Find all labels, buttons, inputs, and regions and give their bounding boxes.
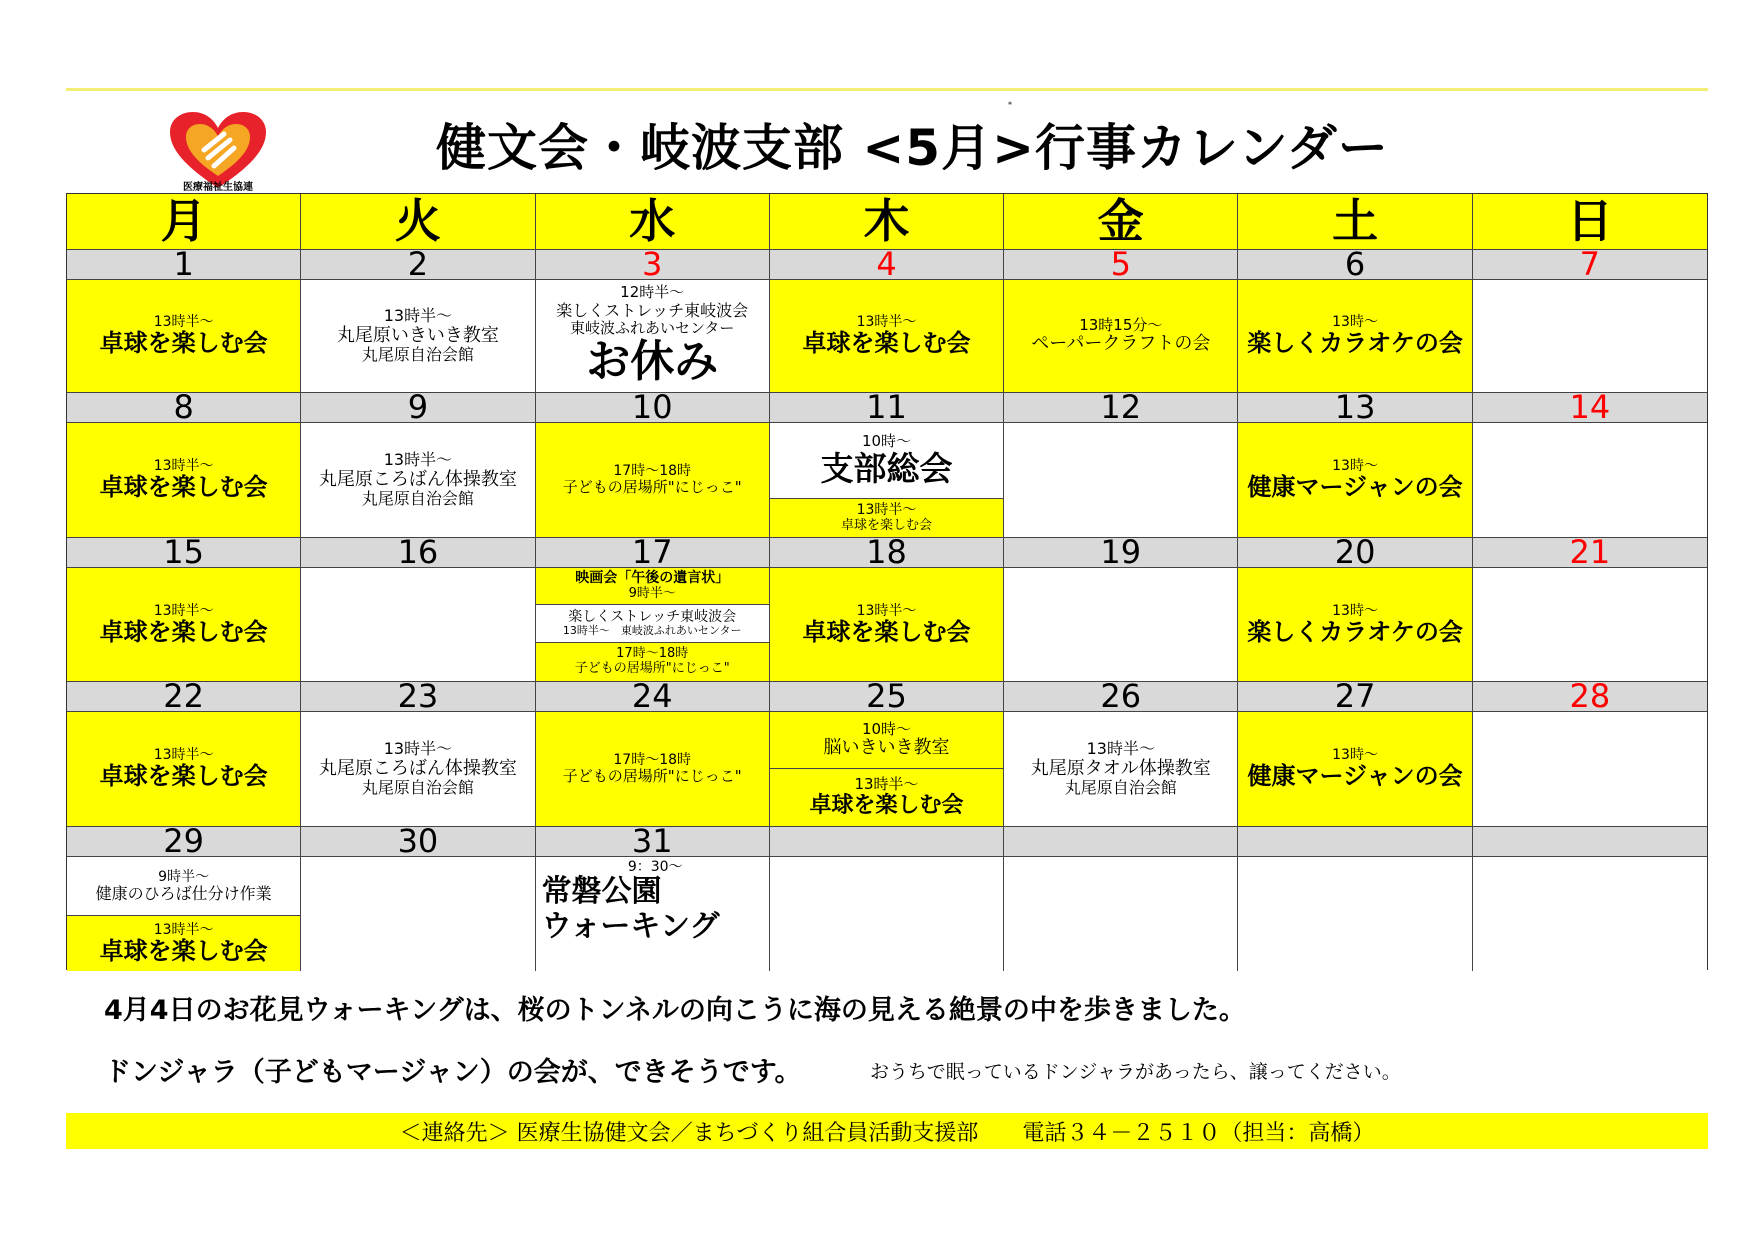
event-time: 13時～ — [1332, 747, 1378, 764]
event-time: 13時半～ — [153, 747, 214, 764]
event-block — [536, 604, 769, 642]
event-time: 10時～ — [861, 720, 912, 739]
event-time: 13時半～ — [856, 502, 917, 519]
event-block — [770, 768, 1003, 826]
day-number-holiday: 5 — [1004, 250, 1238, 280]
event-name: 卓球を楽しむ会 — [99, 617, 268, 646]
logo-caption: 医療福祉生協連 — [183, 182, 253, 193]
event-block — [770, 498, 1003, 537]
event-name: 脳いきいき教室 — [823, 737, 950, 759]
event-cell-empty — [301, 568, 535, 682]
event-time: 9時半～ — [158, 868, 210, 885]
day-number: 9 — [301, 393, 535, 423]
day-number: 8 — [67, 393, 301, 423]
day-number — [770, 827, 1004, 857]
message-note: おうちで眠っているドンジャラがあったら、譲ってください。 — [870, 1061, 1401, 1083]
day-number: 15 — [67, 538, 301, 568]
event-cell — [301, 280, 535, 393]
event-place: 東岐波ふれあいセンター — [570, 318, 735, 337]
event-cell — [770, 280, 1004, 393]
event-cell-empty — [1473, 568, 1707, 682]
event-time: 13時半～ — [383, 306, 453, 326]
event-name: ウォーキング — [541, 908, 720, 944]
event-time: 13時～ — [1332, 602, 1378, 619]
day-number: 23 — [301, 682, 535, 712]
day-number: 22 — [67, 682, 301, 712]
event-cell — [67, 280, 301, 393]
weekday-header: 日 — [1473, 194, 1707, 250]
event-block — [67, 857, 300, 915]
event-cell — [536, 280, 770, 393]
day-number: 18 — [770, 538, 1004, 568]
event-name: 映画会「午後の遺言状」 — [575, 570, 730, 587]
day-number — [1473, 827, 1707, 857]
event-time: 13時半～ — [1086, 739, 1155, 759]
event-name: 楽しくカラオケの会 — [1247, 329, 1463, 358]
event-time: 17時～18時 — [613, 463, 692, 480]
event-cell-empty — [1238, 857, 1472, 971]
day-number: 29 — [67, 827, 301, 857]
calendar-grid — [66, 193, 1708, 970]
day-number: 2 — [301, 250, 535, 280]
event-name: 楽しくカラオケの会 — [1247, 617, 1463, 646]
event-cell-empty — [1473, 423, 1707, 538]
event-name: 丸尾原タオル体操教室 — [1030, 757, 1211, 779]
event-name: 健康マージャンの会 — [1247, 762, 1463, 791]
event-cell-empty — [1473, 280, 1707, 393]
event-name: 子どもの居場所"にじっこ" — [562, 767, 742, 786]
event-time: 13時半～ — [856, 314, 917, 331]
event-block — [536, 568, 769, 604]
event-name: 卓球を楽しむ会 — [802, 329, 971, 358]
event-cell — [770, 568, 1004, 682]
event-time: 13時半～ 東岐波ふれあいセンター — [562, 624, 742, 638]
event-cell-empty — [1473, 857, 1707, 971]
event-time: 13時半～ — [854, 775, 919, 794]
tiny-mark: ⁎ — [1008, 98, 1012, 107]
event-name: 卓球を楽しむ会 — [99, 762, 268, 791]
event-name: 卓球を楽しむ会 — [802, 617, 971, 646]
event-cell-split — [770, 712, 1004, 827]
day-number: 12 — [1004, 393, 1238, 423]
event-time: 13時半～ — [153, 602, 214, 619]
event-name: 常磐公園 — [541, 874, 662, 910]
day-number: 30 — [301, 827, 535, 857]
event-cell — [1238, 712, 1472, 827]
event-time: 13時～ — [1332, 458, 1378, 475]
event-name: 子どもの居場所"にじっこ" — [574, 661, 730, 676]
day-number-holiday: 7 — [1473, 250, 1707, 280]
event-name: 健康のひろば仕分け作業 — [95, 883, 272, 903]
event-time: 9：30～ — [627, 859, 683, 875]
weekday-header: 月 — [67, 194, 301, 250]
event-name: 楽しくストレッチ東岐波会 — [568, 609, 737, 626]
event-cell — [67, 712, 301, 827]
day-number — [1004, 827, 1238, 857]
weekday-header: 金 — [1004, 194, 1238, 250]
event-name: 丸尾原ころばん体操教室 — [318, 757, 517, 779]
event-cell — [67, 423, 301, 538]
weekday-header: 水 — [536, 194, 770, 250]
event-name: 卓球を楽しむ会 — [99, 329, 268, 358]
event-time: 10時～ — [861, 431, 912, 450]
event-cell — [301, 712, 535, 827]
event-block — [536, 642, 769, 681]
event-block — [770, 712, 1003, 768]
event-cell — [536, 712, 770, 827]
event-name: 卓球を楽しむ会 — [99, 473, 268, 502]
weekday-header: 土 — [1238, 194, 1472, 250]
event-time: 13時半～ — [383, 739, 453, 759]
event-name: 支部総会 — [820, 449, 953, 489]
event-cell-empty — [1473, 712, 1707, 827]
event-cell-empty — [301, 857, 535, 971]
event-time: 13時半～ — [153, 458, 214, 475]
event-cell-empty — [1004, 857, 1238, 971]
day-number: 31 — [536, 827, 770, 857]
event-cell — [301, 423, 535, 538]
event-cell — [1238, 280, 1472, 393]
event-place: 丸尾原自治会館 — [361, 778, 474, 798]
message-line: ドンジャラ（子どもマージャン）の会が、できそうです。 — [104, 1057, 802, 1088]
day-number: 10 — [536, 393, 770, 423]
day-number: 1 — [67, 250, 301, 280]
event-name: 卓球を楽しむ会 — [809, 793, 964, 819]
event-name: 卓球を楽しむ会 — [99, 936, 268, 965]
event-cell — [1238, 568, 1472, 682]
event-cell — [67, 568, 301, 682]
event-time: 13時半～ — [153, 314, 214, 331]
day-number-holiday: 14 — [1473, 393, 1707, 423]
day-number: 26 — [1004, 682, 1238, 712]
event-name: 子どもの居場所"にじっこ" — [562, 478, 742, 497]
event-block — [770, 423, 1003, 498]
event-cell — [1004, 712, 1238, 827]
day-number-holiday: 28 — [1473, 682, 1707, 712]
cancelled-notice: お休み — [586, 336, 719, 388]
message-line: 4月4日のお花見ウォーキングは、桜のトンネルの向こうに海の見える絶景の中を歩きました。 — [104, 995, 1246, 1026]
weekday-header: 木 — [770, 194, 1004, 250]
event-cell-empty — [1004, 423, 1238, 538]
event-time: 13時～ — [1332, 314, 1378, 331]
event-cell — [536, 857, 770, 971]
event-time: 13時半～ — [153, 921, 214, 938]
day-number: 24 — [536, 682, 770, 712]
event-name: 丸尾原ころばん体操教室 — [318, 468, 517, 490]
event-cell-split — [536, 568, 770, 682]
day-number: 17 — [536, 538, 770, 568]
event-place: 丸尾原自治会館 — [361, 345, 474, 365]
event-name: 楽しくストレッチ東岐波会 — [556, 300, 749, 320]
day-number — [1238, 827, 1472, 857]
event-name: 健康マージャンの会 — [1247, 473, 1463, 502]
event-cell-empty — [770, 857, 1004, 971]
top-rule — [66, 88, 1708, 91]
event-cell — [1238, 423, 1472, 538]
event-time: 13時半～ — [383, 450, 453, 470]
event-time: 17時～18時 — [616, 646, 689, 662]
event-block — [67, 915, 300, 971]
day-number: 27 — [1238, 682, 1472, 712]
event-name: ペーパークラフトの会 — [1031, 333, 1211, 355]
page-title: 健文会・岐波支部 <5月>行事カレンダー — [436, 119, 1389, 177]
event-cell-empty — [1004, 568, 1238, 682]
event-cell — [1004, 280, 1238, 393]
event-time: 13時半～ — [856, 602, 917, 619]
day-number: 16 — [301, 538, 535, 568]
day-number: 6 — [1238, 250, 1472, 280]
day-number-holiday: 4 — [770, 250, 1004, 280]
event-time: 12時半～ — [620, 283, 685, 302]
contact-footer: ＜連絡先＞ 医療生協健文会／まちづくり組合員活動支援部 電話３４－２５１０（担当：高橋） — [66, 1113, 1708, 1149]
event-cell-split — [67, 857, 301, 971]
day-number: 11 — [770, 393, 1004, 423]
event-cell — [536, 423, 770, 538]
day-number-holiday: 21 — [1473, 538, 1707, 568]
event-place: 丸尾原自治会館 — [1064, 778, 1177, 798]
day-number: 25 — [770, 682, 1004, 712]
day-number-holiday: 3 — [536, 250, 770, 280]
event-time: 13時15分～ — [1079, 316, 1163, 335]
day-number: 20 — [1238, 538, 1472, 568]
event-name: 丸尾原いきいき教室 — [336, 324, 499, 346]
event-name: 卓球を楽しむ会 — [840, 517, 932, 533]
event-time: 9時半～ — [628, 585, 676, 601]
event-time: 17時～18時 — [613, 752, 692, 769]
event-cell-split — [770, 423, 1004, 538]
day-number: 19 — [1004, 538, 1238, 568]
day-number: 13 — [1238, 393, 1472, 423]
weekday-header: 火 — [301, 194, 535, 250]
event-place: 丸尾原自治会館 — [361, 489, 474, 509]
